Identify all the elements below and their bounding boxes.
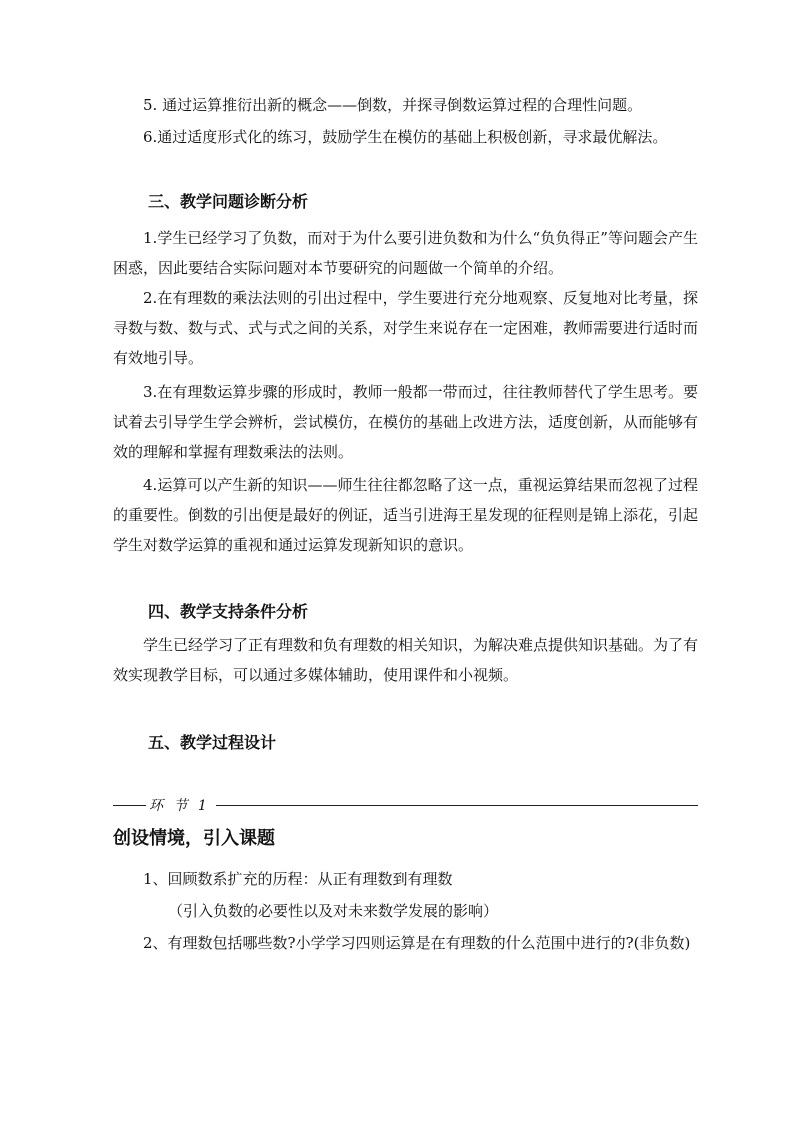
section-3-paragraph-4: 4.运算可以产生新的知识——师生往往都忽略了这一点，重视运算结果而忽视了过程的重要性。倒数的引出便是最好的例证，适当引进海王星发现的征程则是锦上添花，引起学生对数学运算的重视和通过运算发现新知识的意识。 — [113, 476, 699, 554]
section-3-paragraph-3: 3.在有理数运算步骤的形成时，教师一般都一带而过，往往教师替代了学生思考。要试着去引导学生学会辨析，尝试模仿，在模仿的基础上改进方法，适度创新，从而能够有效的理解和掌握有理数乘法的法则。 — [113, 383, 699, 461]
step-item-1: 1、回顾数系扩充的历程：从正有理数到有理数 — [143, 870, 453, 888]
section-3-heading: 三、教学问题诊断分析 — [148, 192, 309, 211]
objective-item-5: 5. 通过运算推衍出新的概念——倒数，并探寻倒数运算过程的合理性问题。 — [143, 96, 643, 114]
section-3-paragraph-1: 1.学生已经学习了负数，而对于为什么要引进负数和为什么“负负得正”等问题会产生困惑，因此要结合实际问题对本节要研究的问题做一个简单的介绍。 — [113, 229, 698, 277]
step-title: 创设情境，引入课题 — [113, 828, 275, 849]
step-divider-line — [216, 805, 698, 806]
step-item-2: 2、有理数包括哪些数?小学学习四则运算是在有理数的什么范围中进行的?(非负数) — [143, 934, 691, 952]
section-4-paragraph-1: 学生已经学习了正有理数和负有理数的相关知识，为解决难点提供知识基础。为了有效实现教学目标，可以通过多媒体辅助，使用课件和小视频。 — [113, 636, 699, 684]
section-5-heading: 五、教学过程设计 — [148, 733, 277, 752]
step-divider — [113, 795, 698, 815]
objective-item-6: 6.通过适度形式化的练习，鼓励学生在模仿的基础上积极创新，寻求最优解法。 — [143, 128, 668, 146]
step-divider-dash — [113, 805, 146, 806]
section-4-heading: 四、教学支持条件分析 — [148, 602, 309, 621]
section-3-paragraph-2: 2.在有理数的乘法法则的引出过程中，学生要进行充分地观察、反复地对比考量，探寻数与数、数与式、式与式之间的关系，对学生来说存在一定困难，教师需要进行适时而有效地引导。 — [113, 289, 699, 367]
step-label: 环 节 1 — [149, 798, 210, 814]
step-item-1-note: （引入负数的必要性以及对未来数学发展的影响） — [168, 902, 499, 920]
